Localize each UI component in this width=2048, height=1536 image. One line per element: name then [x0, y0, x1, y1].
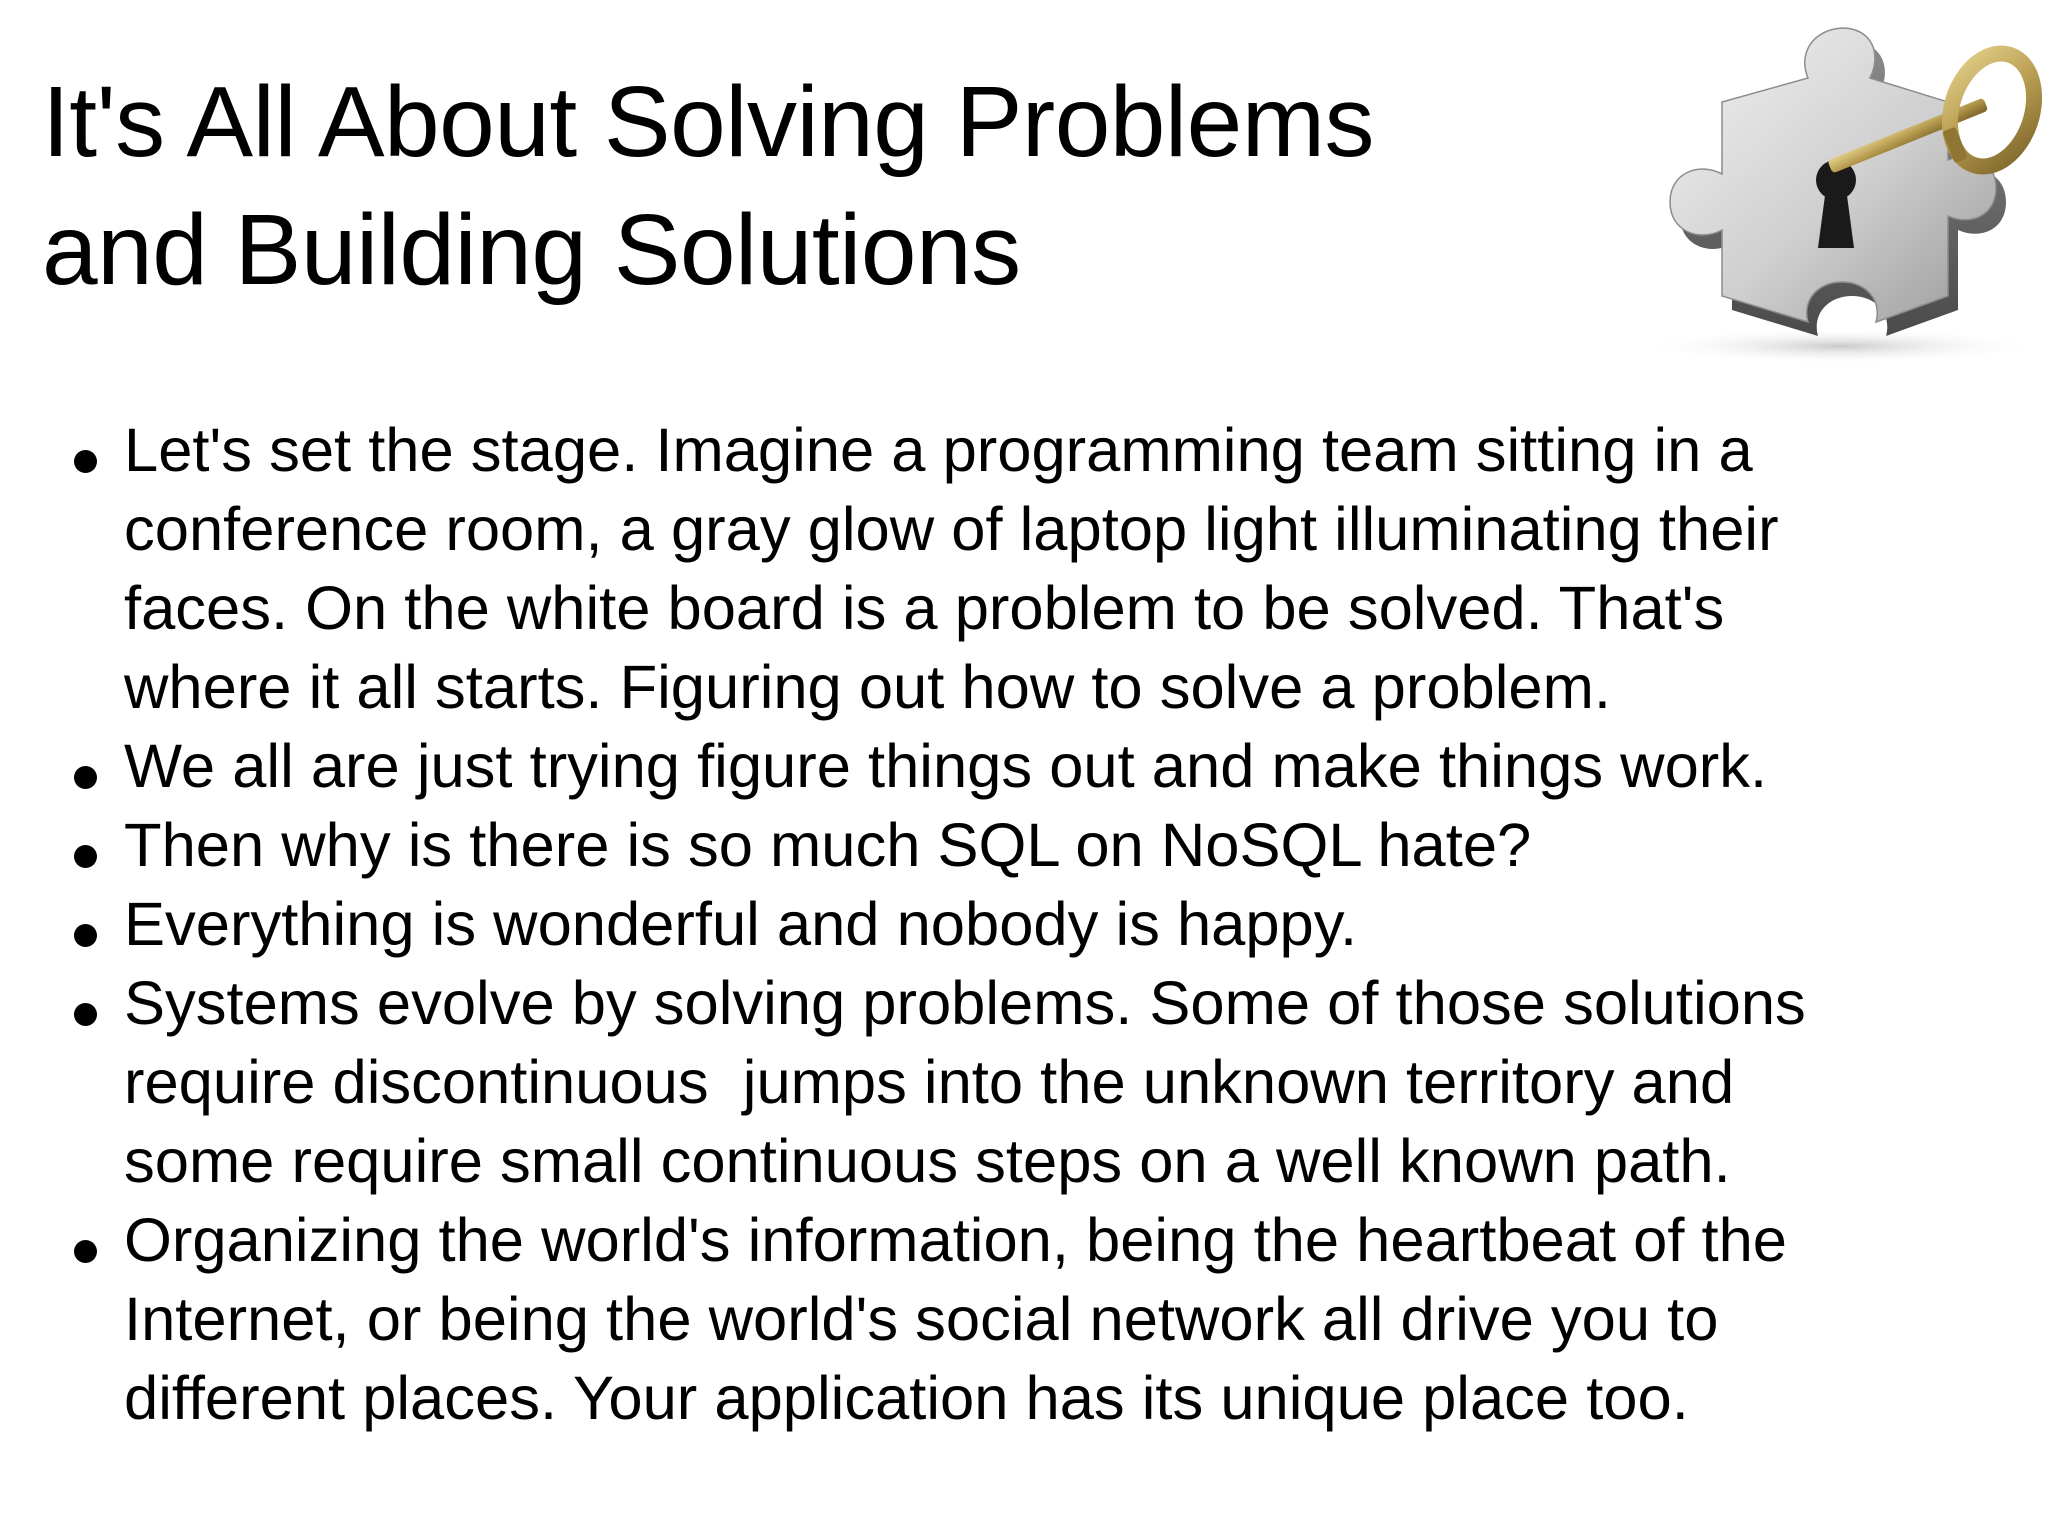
bullet-text-line: Everything is wonderful and nobody is happy.	[124, 890, 1358, 959]
puzzle-piece-with-key-icon	[1630, 10, 2048, 366]
list-item	[60, 411, 2020, 727]
bullet-text-line: Let's set the stage. Imagine a programming team sitting in a	[124, 416, 1753, 485]
slide-title-line: and Building Solutions	[42, 194, 1021, 306]
bullet-text-line: conference room, a gray glow of laptop light illuminating their	[124, 495, 1779, 564]
bullet-point-icon	[74, 1240, 97, 1263]
bullet-point-icon	[74, 845, 97, 868]
bullet-point-icon	[74, 766, 97, 789]
bullet-list	[60, 411, 2020, 1438]
bullet-point-icon	[74, 450, 97, 473]
bullet-text-line: Systems evolve by solving problems. Some of those solutions	[124, 969, 1806, 1038]
bullet-text-line: Organizing the world's information, being the heartbeat of the	[124, 1206, 1787, 1275]
list-item	[60, 806, 2020, 885]
list-item	[60, 727, 2020, 806]
list-item	[60, 885, 2020, 964]
bullet-text-line: faces. On the white board is a problem to be solved. That's	[124, 574, 1725, 643]
slide-title-line: It's All About Solving Problems	[42, 66, 1375, 178]
bullet-text-line: We all are just trying figure things out and make things work.	[124, 732, 1768, 801]
bullet-text-line: some require small continuous steps on a well known path.	[124, 1127, 1731, 1196]
list-item	[60, 964, 2020, 1201]
bullet-text-line: Then why is there is so much SQL on NoSQL hate?	[124, 811, 1532, 880]
bullet-text-line: different places. Your application has its unique place too.	[124, 1364, 1689, 1433]
bullet-point-icon	[74, 924, 97, 947]
list-item	[60, 1201, 2020, 1438]
bullet-text-line: Internet, or being the world's social network all drive you to	[124, 1285, 1719, 1354]
slide-title	[42, 58, 1602, 314]
bullet-text-line: where it all starts. Figuring out how to solve a problem.	[124, 653, 1611, 722]
bullet-point-icon	[74, 1003, 97, 1026]
bullet-text-line: require discontinuous jumps into the unknown territory and	[124, 1048, 1735, 1117]
